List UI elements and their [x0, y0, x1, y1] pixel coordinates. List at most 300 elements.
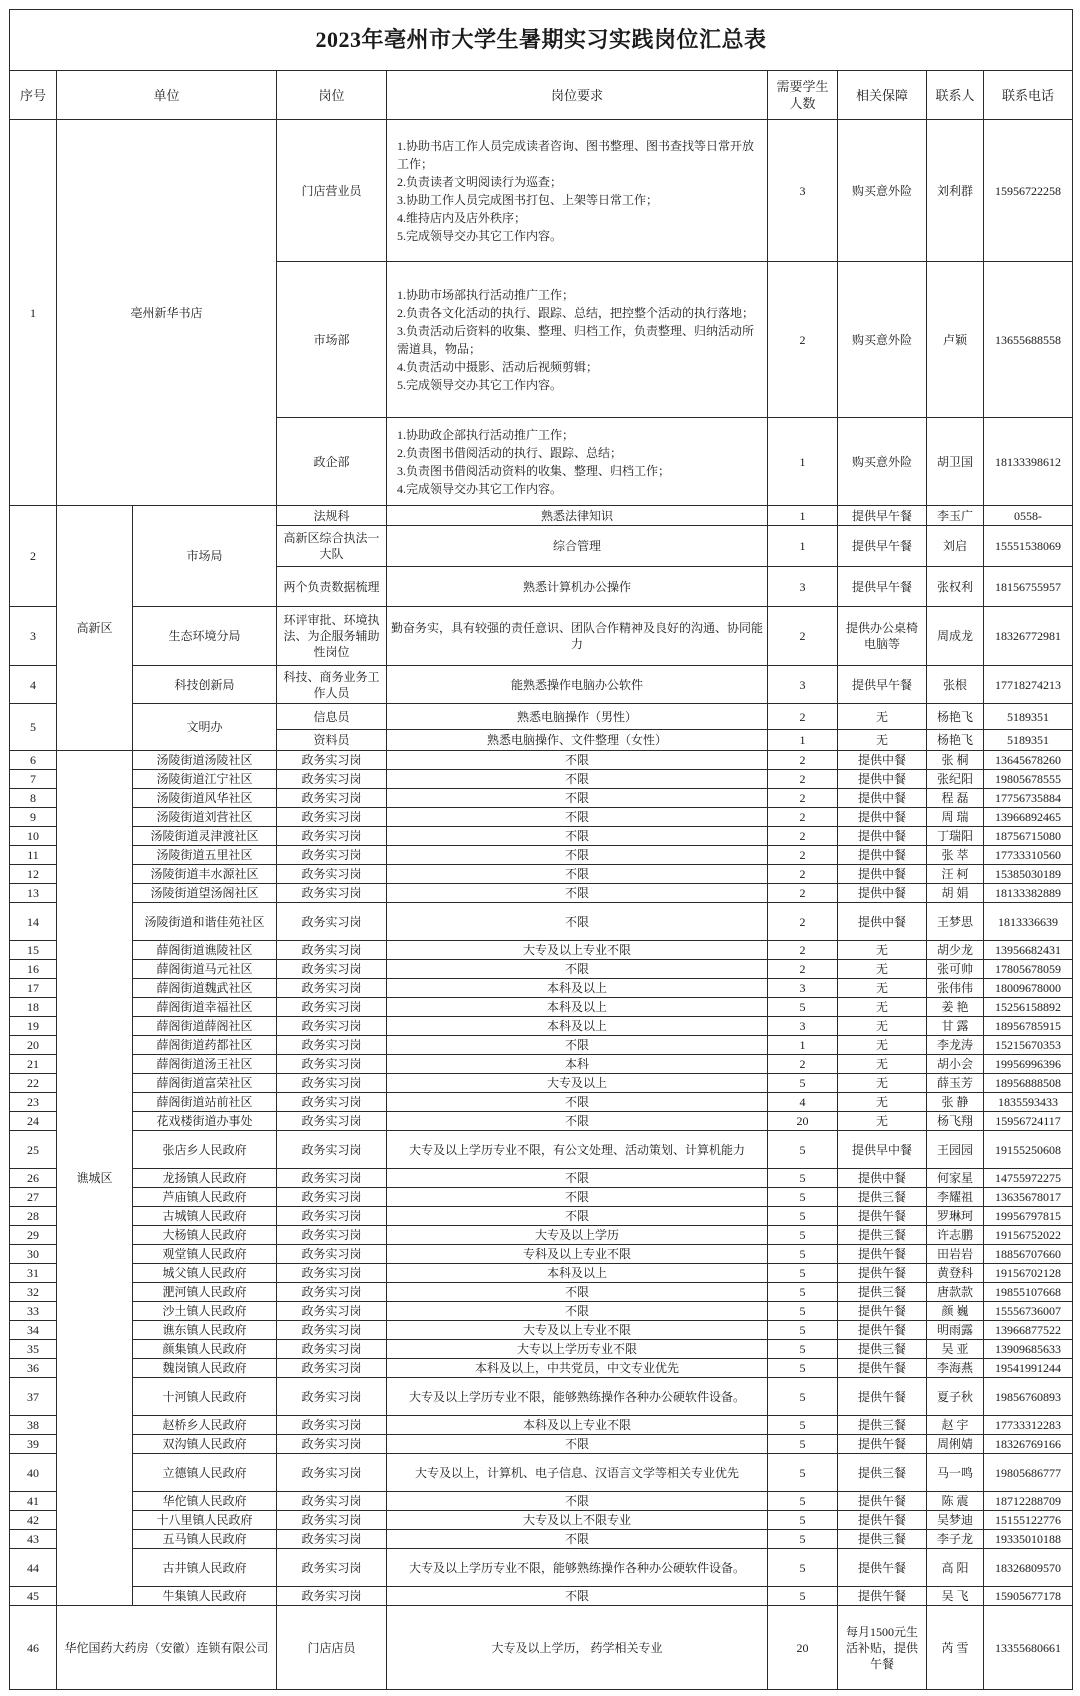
cell-count: 20 — [768, 1606, 838, 1690]
cell-contact: 何家星 — [927, 1169, 984, 1188]
cell-requirements: 本科及以上，中共党员，中文专业优先 — [387, 1359, 768, 1378]
requirement-line: 4.维持店内及店外秩序； — [397, 210, 527, 225]
cell-count: 5 — [768, 1245, 838, 1264]
header-phone: 联系电话 — [984, 71, 1073, 120]
cell-position: 政务实习岗 — [277, 1036, 387, 1055]
cell-phone: 18326769166 — [984, 1435, 1073, 1454]
cell-benefits: 无 — [838, 979, 927, 998]
cell-benefits: 提供中餐 — [838, 865, 927, 884]
cell-unit: 生态环境分局 — [133, 607, 277, 666]
table-row — [10, 789, 1073, 808]
cell-requirements: 大专及以上 — [387, 1074, 768, 1093]
cell-index: 2 — [10, 506, 57, 607]
cell-requirements: 不限 — [387, 1169, 768, 1188]
cell-index: 44 — [10, 1549, 57, 1587]
cell-count: 2 — [768, 846, 838, 865]
requirement-line: 4.完成领导交办其它工作内容。 — [397, 481, 563, 496]
cell-unit: 市场局 — [133, 506, 277, 607]
cell-benefits: 购买意外险 — [838, 262, 927, 418]
cell-requirements: 综合管理 — [387, 526, 768, 567]
header-position: 岗位 — [277, 71, 387, 120]
cell-district: 高新区 — [57, 506, 133, 751]
header-row — [10, 71, 1073, 120]
cell-unit: 薛阁街道幸福社区 — [133, 998, 277, 1017]
table-row — [10, 1074, 1073, 1093]
requirement-line: 4.负责活动中摄影、活动后视频剪辑； — [397, 359, 599, 374]
cell-unit: 古井镇人民政府 — [133, 1549, 277, 1587]
cell-unit: 花戏楼街道办事处 — [133, 1112, 277, 1131]
cell-unit: 双沟镇人民政府 — [133, 1435, 277, 1454]
cell-unit: 汤陵街道和谐佳苑社区 — [133, 903, 277, 941]
cell-requirements: 不限 — [387, 1492, 768, 1511]
cell-count: 5 — [768, 1321, 838, 1340]
table-row — [10, 1340, 1073, 1359]
cell-position: 政企部 — [277, 418, 387, 506]
cell-position: 门店营业员 — [277, 120, 387, 262]
cell-requirements: 不限 — [387, 751, 768, 770]
cell-benefits: 无 — [838, 1036, 927, 1055]
cell-benefits: 提供中餐 — [838, 884, 927, 903]
header-index: 序号 — [10, 71, 57, 120]
cell-benefits: 提供午餐 — [838, 1511, 927, 1530]
table-row — [10, 506, 1073, 526]
cell-benefits: 提供午餐 — [838, 1587, 927, 1606]
cell-requirements: 不限 — [387, 1188, 768, 1207]
table-row — [10, 1378, 1073, 1416]
cell-requirements: 大专及以上不限专业 — [387, 1511, 768, 1530]
cell-index: 3 — [10, 607, 57, 666]
cell-requirements: 勤奋务实，具有较强的责任意识、团队合作精神及良好的沟通、协同能力 — [387, 607, 768, 666]
requirement-line: 2.负责图书借阅活动的执行、跟踪、总结； — [397, 445, 623, 460]
cell-benefits: 购买意外险 — [838, 120, 927, 262]
cell-count: 1 — [768, 526, 838, 567]
cell-count: 2 — [768, 808, 838, 827]
cell-count: 2 — [768, 865, 838, 884]
table-row — [10, 1131, 1073, 1169]
cell-count: 5 — [768, 1492, 838, 1511]
cell-position: 政务实习岗 — [277, 865, 387, 884]
table-row — [10, 979, 1073, 998]
cell-requirements: 不限 — [387, 1036, 768, 1055]
cell-count: 5 — [768, 1188, 838, 1207]
cell-benefits: 提供午餐 — [838, 1492, 927, 1511]
cell-requirements: 专科及以上专业不限 — [387, 1245, 768, 1264]
cell-unit: 古城镇人民政府 — [133, 1207, 277, 1226]
requirement-line: 3.协助工作人员完成图书打包、上架等日常工作； — [397, 192, 659, 207]
cell-position: 科技、商务业务工作人员 — [277, 666, 387, 704]
header-unit: 单位 — [57, 71, 277, 120]
cell-benefits: 提供中餐 — [838, 1169, 927, 1188]
table-row — [10, 1606, 1073, 1690]
cell-index: 6 — [10, 751, 57, 770]
cell-benefits: 无 — [838, 998, 927, 1017]
cell-requirements: 熟悉计算机办公操作 — [387, 567, 768, 607]
cell-requirements: 本科 — [387, 1055, 768, 1074]
cell-count: 2 — [768, 941, 838, 960]
cell-contact: 胡 娟 — [927, 884, 984, 903]
cell-phone: 15155122776 — [984, 1511, 1073, 1530]
cell-position: 政务实习岗 — [277, 1169, 387, 1188]
cell-unit: 薛阁街道站前社区 — [133, 1093, 277, 1112]
cell-contact: 夏子秋 — [927, 1378, 984, 1416]
cell-unit: 魏岗镇人民政府 — [133, 1359, 277, 1378]
cell-position: 政务实习岗 — [277, 1131, 387, 1169]
cell-benefits: 提供中餐 — [838, 770, 927, 789]
cell-phone: 15256158892 — [984, 998, 1073, 1017]
cell-count: 5 — [768, 1169, 838, 1188]
cell-phone: 15956722258 — [984, 120, 1073, 262]
cell-phone: 19956797815 — [984, 1207, 1073, 1226]
cell-count: 5 — [768, 1454, 838, 1492]
cell-position: 政务实习岗 — [277, 1492, 387, 1511]
cell-index: 17 — [10, 979, 57, 998]
cell-count: 5 — [768, 1587, 838, 1606]
cell-count: 5 — [768, 1131, 838, 1169]
table-row — [10, 865, 1073, 884]
cell-district: 谯城区 — [57, 751, 133, 1606]
cell-contact: 张纪阳 — [927, 770, 984, 789]
cell-phone: 18326809570 — [984, 1549, 1073, 1587]
cell-index: 1 — [10, 120, 57, 506]
cell-benefits: 提供三餐 — [838, 1416, 927, 1435]
cell-phone: 13635678017 — [984, 1188, 1073, 1207]
cell-contact: 唐款款 — [927, 1283, 984, 1302]
cell-benefits: 提供午餐 — [838, 1359, 927, 1378]
cell-benefits: 提供早午餐 — [838, 526, 927, 567]
cell-phone: 18712288709 — [984, 1492, 1073, 1511]
cell-position: 政务实习岗 — [277, 1587, 387, 1606]
cell-phone: 19855107668 — [984, 1283, 1073, 1302]
cell-contact: 胡少龙 — [927, 941, 984, 960]
cell-benefits: 提供午餐 — [838, 1549, 927, 1587]
cell-phone: 5189351 — [984, 730, 1073, 751]
cell-unit: 亳州新华书店 — [57, 120, 277, 506]
cell-phone: 19155250608 — [984, 1131, 1073, 1169]
cell-phone: 17756735884 — [984, 789, 1073, 808]
cell-count: 5 — [768, 1530, 838, 1549]
requirement-line: 5.完成领导交办其它工作内容。 — [397, 377, 563, 392]
cell-index: 42 — [10, 1511, 57, 1530]
cell-contact: 高 阳 — [927, 1549, 984, 1587]
cell-index: 16 — [10, 960, 57, 979]
cell-unit: 大杨镇人民政府 — [133, 1226, 277, 1245]
cell-requirements: 能熟悉操作电脑办公软件 — [387, 666, 768, 704]
cell-benefits: 提供午餐 — [838, 1302, 927, 1321]
cell-phone: 18856707660 — [984, 1245, 1073, 1264]
cell-requirements: 大专及以上学历专业不限，能够熟练操作各种办公硬软件设备。 — [387, 1378, 768, 1416]
cell-contact: 张 静 — [927, 1093, 984, 1112]
cell-count: 5 — [768, 1226, 838, 1245]
cell-benefits: 提供三餐 — [838, 1283, 927, 1302]
cell-contact: 芮 雪 — [927, 1606, 984, 1690]
cell-contact: 李子龙 — [927, 1530, 984, 1549]
xinhua-group — [10, 120, 1073, 506]
cell-index: 31 — [10, 1264, 57, 1283]
cell-requirements: 熟悉电脑操作（男性） — [387, 704, 768, 730]
cell-count: 2 — [768, 1055, 838, 1074]
table-row — [10, 607, 1073, 666]
cell-contact: 赵 宇 — [927, 1416, 984, 1435]
cell-requirements — [387, 120, 768, 262]
cell-index: 34 — [10, 1321, 57, 1340]
cell-position: 政务实习岗 — [277, 1017, 387, 1036]
cell-count: 2 — [768, 903, 838, 941]
requirement-line: 3.负责图书借阅活动资料的收集、整理、归档工作； — [397, 463, 671, 478]
cell-index: 23 — [10, 1093, 57, 1112]
cell-phone: 19335010188 — [984, 1530, 1073, 1549]
cell-benefits: 提供午餐 — [838, 1378, 927, 1416]
requirement-line: 1.协助政企部执行活动推广工作； — [397, 427, 575, 442]
cell-phone: 19156702128 — [984, 1264, 1073, 1283]
cell-count: 20 — [768, 1112, 838, 1131]
cell-requirements: 不限 — [387, 865, 768, 884]
cell-position: 政务实习岗 — [277, 960, 387, 979]
cell-phone: 19856760893 — [984, 1378, 1073, 1416]
table-row — [10, 666, 1073, 704]
cell-count: 3 — [768, 1017, 838, 1036]
cell-index: 24 — [10, 1112, 57, 1131]
cell-requirements: 本科及以上专业不限 — [387, 1416, 768, 1435]
cell-phone: 13355680661 — [984, 1606, 1073, 1690]
cell-position: 政务实习岗 — [277, 1093, 387, 1112]
cell-position: 政务实习岗 — [277, 1302, 387, 1321]
cell-contact: 甘 露 — [927, 1017, 984, 1036]
cell-position: 两个负责数据梳理 — [277, 567, 387, 607]
cell-contact: 汪 柯 — [927, 865, 984, 884]
cell-contact: 周 瑞 — [927, 808, 984, 827]
cell-contact: 姜 艳 — [927, 998, 984, 1017]
requirement-line: 2.负责各文化活动的执行、跟踪、总结，把控整个活动的执行落地； — [397, 305, 755, 320]
cell-benefits: 购买意外险 — [838, 418, 927, 506]
cell-count: 5 — [768, 1435, 838, 1454]
table-row — [10, 1169, 1073, 1188]
cell-unit: 汤陵街道风华社区 — [133, 789, 277, 808]
cell-unit: 薛阁街道马元社区 — [133, 960, 277, 979]
cell-index: 39 — [10, 1435, 57, 1454]
table-row — [10, 1302, 1073, 1321]
cell-index: 25 — [10, 1131, 57, 1169]
cell-benefits: 提供中餐 — [838, 903, 927, 941]
cell-position: 门店店员 — [277, 1606, 387, 1690]
cell-contact: 陈 震 — [927, 1492, 984, 1511]
cell-phone: 13956682431 — [984, 941, 1073, 960]
pharmacy-group — [10, 1606, 1073, 1690]
table-row — [10, 1511, 1073, 1530]
cell-position: 政务实习岗 — [277, 979, 387, 998]
cell-index: 46 — [10, 1606, 57, 1690]
cell-requirements: 大专及以上专业不限 — [387, 1321, 768, 1340]
requirement-line: 3.负责活动后资料的收集、整理、归档工作，负责整理、归纳活动所需道具，物品； — [397, 323, 755, 356]
cell-benefits: 无 — [838, 730, 927, 751]
cell-unit: 薛阁街道谯陵社区 — [133, 941, 277, 960]
cell-benefits: 提供早午餐 — [838, 666, 927, 704]
cell-contact: 卢颖 — [927, 262, 984, 418]
cell-benefits: 提供午餐 — [838, 1207, 927, 1226]
cell-benefits: 提供三餐 — [838, 1454, 927, 1492]
cell-index: 26 — [10, 1169, 57, 1188]
cell-count: 5 — [768, 1511, 838, 1530]
cell-phone: 18133398612 — [984, 418, 1073, 506]
cell-phone: 13966877522 — [984, 1321, 1073, 1340]
cell-benefits: 提供午餐 — [838, 1245, 927, 1264]
cell-position: 政务实习岗 — [277, 770, 387, 789]
cell-benefits: 无 — [838, 960, 927, 979]
cell-contact: 吴梦迪 — [927, 1511, 984, 1530]
table-row — [10, 1587, 1073, 1606]
cell-unit: 薛阁街道富荣社区 — [133, 1074, 277, 1093]
cell-count: 2 — [768, 827, 838, 846]
cell-count: 5 — [768, 998, 838, 1017]
cell-index: 19 — [10, 1017, 57, 1036]
cell-unit: 薛阁街道薛阁社区 — [133, 1017, 277, 1036]
cell-position: 政务实习岗 — [277, 1226, 387, 1245]
cell-unit: 十河镇人民政府 — [133, 1378, 277, 1416]
cell-requirements: 不限 — [387, 903, 768, 941]
cell-position: 高新区综合执法一大队 — [277, 526, 387, 567]
cell-benefits: 提供早午餐 — [838, 506, 927, 526]
requirement-line: 5.完成领导交办其它工作内容。 — [397, 228, 563, 243]
cell-unit: 华佗镇人民政府 — [133, 1492, 277, 1511]
cell-benefits: 提供中餐 — [838, 789, 927, 808]
table-row — [10, 846, 1073, 865]
cell-requirements: 不限 — [387, 808, 768, 827]
cell-benefits: 无 — [838, 941, 927, 960]
cell-position: 政务实习岗 — [277, 846, 387, 865]
cell-requirements: 不限 — [387, 770, 768, 789]
table-row — [10, 827, 1073, 846]
table-row — [10, 941, 1073, 960]
cell-count: 5 — [768, 1264, 838, 1283]
cell-index: 20 — [10, 1036, 57, 1055]
cell-unit: 立德镇人民政府 — [133, 1454, 277, 1492]
cell-unit: 张店乡人民政府 — [133, 1131, 277, 1169]
cell-index: 12 — [10, 865, 57, 884]
table-row — [10, 1492, 1073, 1511]
table-row — [10, 1055, 1073, 1074]
table-row — [10, 1416, 1073, 1435]
cell-contact: 胡小会 — [927, 1055, 984, 1074]
cell-requirements: 大专及以上专业不限 — [387, 941, 768, 960]
internship-table — [9, 9, 1073, 1690]
cell-unit: 五马镇人民政府 — [133, 1530, 277, 1549]
cell-contact: 许志鹏 — [927, 1226, 984, 1245]
cell-phone: 19805678555 — [984, 770, 1073, 789]
cell-index: 38 — [10, 1416, 57, 1435]
cell-unit: 观堂镇人民政府 — [133, 1245, 277, 1264]
cell-index: 37 — [10, 1378, 57, 1416]
table-row — [10, 1207, 1073, 1226]
cell-benefits: 提供三餐 — [838, 1226, 927, 1245]
cell-benefits: 提供中餐 — [838, 827, 927, 846]
table-row — [10, 1454, 1073, 1492]
cell-count: 2 — [768, 704, 838, 730]
table-row — [10, 704, 1073, 730]
cell-phone: 17733312283 — [984, 1416, 1073, 1435]
cell-index: 30 — [10, 1245, 57, 1264]
cell-benefits: 提供午餐 — [838, 1321, 927, 1340]
table-row — [10, 1283, 1073, 1302]
cell-requirements: 本科及以上 — [387, 998, 768, 1017]
cell-count: 4 — [768, 1093, 838, 1112]
cell-position: 政务实习岗 — [277, 1245, 387, 1264]
cell-phone: 19956996396 — [984, 1055, 1073, 1074]
cell-benefits: 提供午餐 — [838, 1264, 927, 1283]
cell-count: 5 — [768, 1207, 838, 1226]
cell-benefits: 无 — [838, 1112, 927, 1131]
gaoxin-group — [10, 506, 1073, 751]
cell-position: 政务实习岗 — [277, 1549, 387, 1587]
cell-unit: 谯东镇人民政府 — [133, 1321, 277, 1340]
cell-contact: 刘利群 — [927, 120, 984, 262]
cell-count: 2 — [768, 884, 838, 903]
cell-count: 5 — [768, 1416, 838, 1435]
cell-phone: 0558- — [984, 506, 1073, 526]
cell-index: 43 — [10, 1530, 57, 1549]
cell-index: 32 — [10, 1283, 57, 1302]
cell-requirements: 不限 — [387, 1093, 768, 1112]
cell-contact: 李海燕 — [927, 1359, 984, 1378]
cell-position: 政务实习岗 — [277, 1207, 387, 1226]
cell-requirements: 不限 — [387, 1435, 768, 1454]
cell-unit: 颜集镇人民政府 — [133, 1340, 277, 1359]
cell-count: 1 — [768, 1036, 838, 1055]
title-row — [10, 10, 1073, 71]
cell-contact: 胡卫国 — [927, 418, 984, 506]
cell-position: 政务实习岗 — [277, 1188, 387, 1207]
cell-phone: 18956888508 — [984, 1074, 1073, 1093]
cell-phone: 18326772981 — [984, 607, 1073, 666]
cell-unit: 科技创新局 — [133, 666, 277, 704]
cell-unit: 汤陵街道江宁社区 — [133, 770, 277, 789]
cell-requirements — [387, 262, 768, 418]
cell-benefits: 无 — [838, 1074, 927, 1093]
cell-requirements: 不限 — [387, 960, 768, 979]
cell-unit: 沙土镇人民政府 — [133, 1302, 277, 1321]
cell-position: 政务实习岗 — [277, 1112, 387, 1131]
cell-requirements: 不限 — [387, 884, 768, 903]
cell-contact: 张 桐 — [927, 751, 984, 770]
cell-position: 政务实习岗 — [277, 1074, 387, 1093]
cell-index: 8 — [10, 789, 57, 808]
cell-position: 环评审批、环境执法、为企服务辅助性岗位 — [277, 607, 387, 666]
cell-requirements: 不限 — [387, 1283, 768, 1302]
cell-count: 5 — [768, 1302, 838, 1321]
cell-unit: 汤陵街道刘营社区 — [133, 808, 277, 827]
cell-unit: 芦庙镇人民政府 — [133, 1188, 277, 1207]
cell-contact: 张 萃 — [927, 846, 984, 865]
cell-position: 政务实习岗 — [277, 998, 387, 1017]
cell-requirements: 本科及以上 — [387, 1264, 768, 1283]
cell-position: 法规科 — [277, 506, 387, 526]
cell-phone: 15556736007 — [984, 1302, 1073, 1321]
cell-position: 政务实习岗 — [277, 808, 387, 827]
cell-index: 10 — [10, 827, 57, 846]
cell-position: 政务实习岗 — [277, 1511, 387, 1530]
cell-contact: 王园园 — [927, 1131, 984, 1169]
cell-count: 3 — [768, 666, 838, 704]
cell-phone: 13909685633 — [984, 1340, 1073, 1359]
cell-requirements: 大专及以上学历专业不限，有公文处理、活动策划、计算机能力 — [387, 1131, 768, 1169]
table-row — [10, 120, 1073, 262]
cell-position: 政务实习岗 — [277, 941, 387, 960]
cell-unit: 汤陵街道汤陵社区 — [133, 751, 277, 770]
cell-count: 3 — [768, 120, 838, 262]
cell-count: 2 — [768, 751, 838, 770]
requirement-line: 1.协助市场部执行活动推广工作； — [397, 287, 575, 302]
cell-contact: 杨艳飞 — [927, 730, 984, 751]
cell-phone: 15956724117 — [984, 1112, 1073, 1131]
cell-index: 28 — [10, 1207, 57, 1226]
